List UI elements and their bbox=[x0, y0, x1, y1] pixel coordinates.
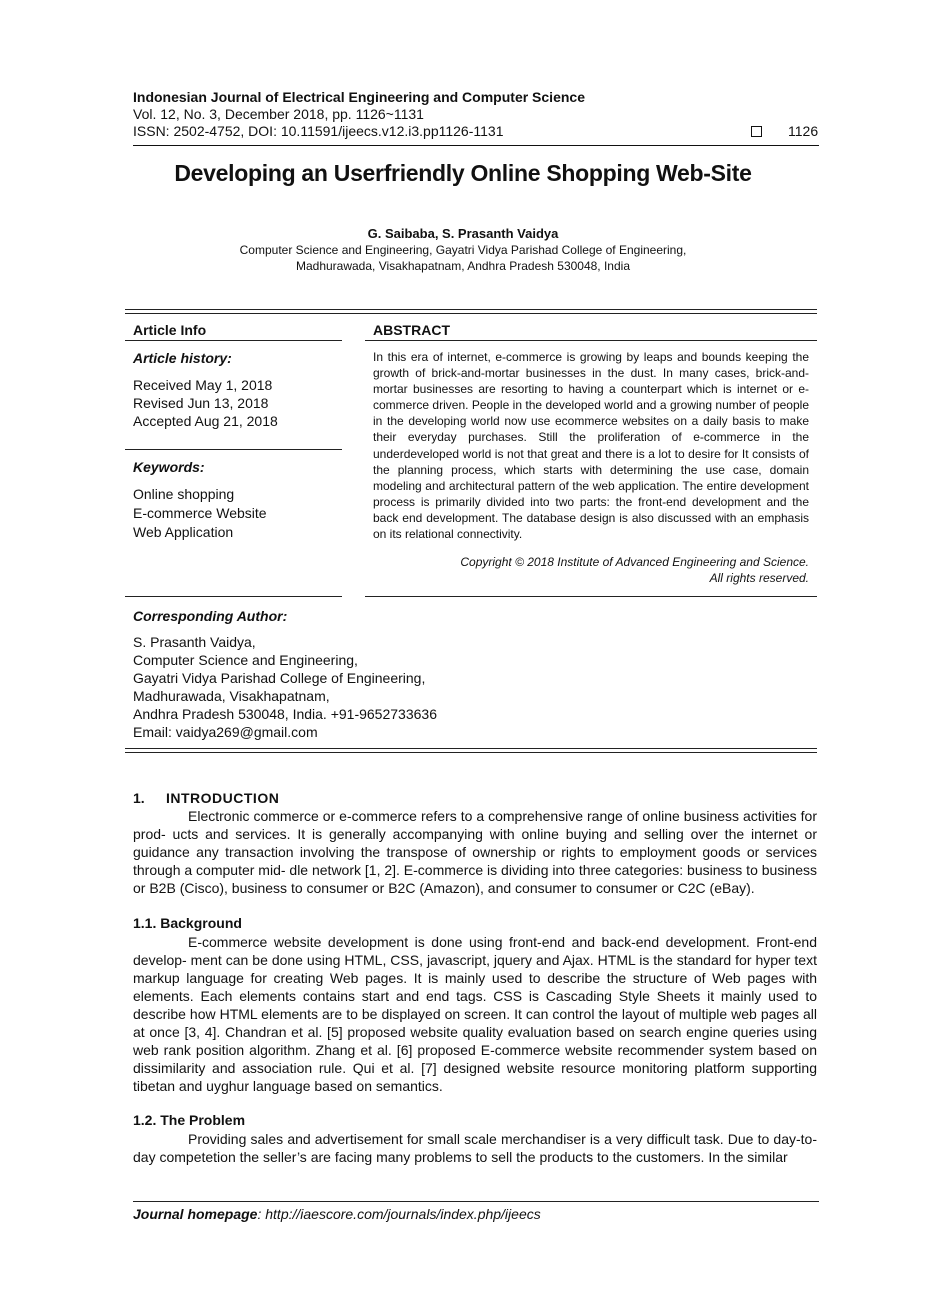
journal-homepage bbox=[133, 1206, 541, 1222]
abstract-text: In this era of internet, e-commerce is growing by leaps and bounds keeping the growth of brick-and-mortar businesses in the dust. In many cases, brick-and-mortar businesses are resorting to having a counterpart which is internet or e-commerce driven. People in the developed world and a growing number of people in the developing world now use ecommerce websites on a daily basis to make their everyday purchases. Still the proliferation of e-commerce in the underdeveloped world is not that great and there is a lot to desire for It consists of the planning process, which starts with determining the use case, domain modeling and architectural pattern of the web application. The entire development process is primarily divided into two parts: the front-end development and the back end development. The database design is also discussed with an emphasis on its relational connectivity. bbox=[373, 350, 809, 542]
divider bbox=[125, 340, 342, 341]
page-number: 1126 bbox=[788, 123, 819, 139]
author-contact-line: Andhra Pradesh 530048, India. +91-9652733636 bbox=[133, 706, 437, 722]
journal-volume: Vol. 12, No. 3, December 2018, pp. 1126~1131 bbox=[133, 106, 424, 122]
history-item: Accepted Aug 21, 2018 bbox=[133, 413, 278, 429]
article-info-heading: Article Info bbox=[133, 322, 207, 338]
footer-rule bbox=[133, 1201, 819, 1202]
keyword-item: Web Application bbox=[133, 524, 234, 540]
affiliation-line: Computer Science and Engineering, Gayatri Vidya Parishad College of Engineering, bbox=[239, 243, 687, 257]
journal-homepage-label: Journal homepage bbox=[133, 1206, 258, 1222]
divider bbox=[365, 596, 817, 597]
history-item: Revised Jun 13, 2018 bbox=[133, 395, 269, 411]
subsection-heading-problem: 1.2. The Problem bbox=[133, 1112, 246, 1128]
abstract-heading: ABSTRACT bbox=[373, 322, 450, 338]
section-heading-introduction: INTRODUCTION bbox=[166, 790, 280, 806]
journal-homepage-url[interactable]: : http://iaescore.com/journals/index.php/ijeecs bbox=[257, 1206, 541, 1222]
journal-name: Indonesian Journal of Electrical Engineering and Computer Science bbox=[133, 89, 585, 105]
author-contact-line: Madhurawada, Visakhapatnam, bbox=[133, 688, 330, 704]
affiliation-line: Madhurawada, Visakhapatnam, Andhra Pradesh 530048, India bbox=[295, 259, 630, 273]
background-paragraph: E-commerce website development is done using front-end and back-end development. Front-end develop- ment can be done using HTML, CSS, javascript, jquery and Ajax. HTML is the standard for hyper text markup language for creating Web pages. It is mainly used to describe the structure of Web pages with elements. Each elements contains start and end tags. CSS is Cascading Style Sheets it mainly used to describe how HTML elements are to be displayed on screen. It can control the layout of multiple web pages all at once [3, 4]. Chandran et al. [5] proposed website quality evaluation based on search engine queries using web rank position algorithm. Zhang et al. [6] proposed E-commerce website recommender system based on dissimilarity and association rule. Qui et al. [7] designed website resource monitoring platform supporting tibetan and uyghur language based on semantics. bbox=[133, 934, 817, 1094]
double-rule bbox=[125, 309, 817, 314]
copyright-line: Copyright © 2018 Institute of Advanced Engineering and Science. bbox=[460, 555, 809, 569]
header-rule bbox=[133, 145, 819, 146]
article-history-heading: Article history: bbox=[133, 350, 232, 366]
author-email: Email: vaidya269@gmail.com bbox=[133, 724, 318, 740]
history-item: Received May 1, 2018 bbox=[133, 377, 273, 393]
author-contact-line: Computer Science and Engineering, bbox=[133, 652, 358, 668]
keywords-heading: Keywords: bbox=[133, 459, 205, 475]
introduction-paragraph: Electronic commerce or e-commerce refers to a comprehensive range of online business activities for prod- ucts and services. It is generally accompanying with online buying and selling over the internet or guidance any transaction involving the transpose of ownership or rights to employment goods or services through a computer mid- dle network [1, 2]. E-commerce is dividing into three categories: business to business or B2B (Cisco), business to consumer or B2C (Amazon), and consumer to consumer or C2C (eBay). bbox=[133, 808, 817, 896]
paper-authors: G. Saibaba, S. Prasanth Vaidya bbox=[367, 226, 559, 241]
subsection-heading-background: 1.1. Background bbox=[133, 915, 242, 931]
corresponding-author-heading: Corresponding Author: bbox=[133, 608, 288, 624]
divider bbox=[125, 449, 342, 450]
keyword-item: E-commerce Website bbox=[133, 505, 267, 521]
square-box-icon bbox=[751, 126, 762, 137]
divider bbox=[125, 596, 342, 597]
author-contact-line: Gayatri Vidya Parishad College of Engineering, bbox=[133, 670, 426, 686]
journal-issn-doi: ISSN: 2502-4752, DOI: 10.11591/ijeecs.v12.i3.pp1126-1131 bbox=[133, 123, 504, 139]
copyright-line: All rights reserved. bbox=[709, 571, 809, 585]
paper-title: Developing an Userfriendly Online Shopping Web-Site bbox=[174, 160, 752, 186]
divider bbox=[365, 340, 817, 341]
author-contact-line: S. Prasanth Vaidya, bbox=[133, 634, 256, 650]
keyword-item: Online shopping bbox=[133, 486, 235, 502]
double-rule bbox=[125, 748, 817, 753]
problem-paragraph: Providing sales and advertisement for small scale merchandiser is a very difficult task. Due to day-to-day competetion the seller’s are facing many problems to sell the products to the customers. In the similar bbox=[133, 1131, 817, 1165]
section-number: 1. bbox=[133, 790, 145, 806]
